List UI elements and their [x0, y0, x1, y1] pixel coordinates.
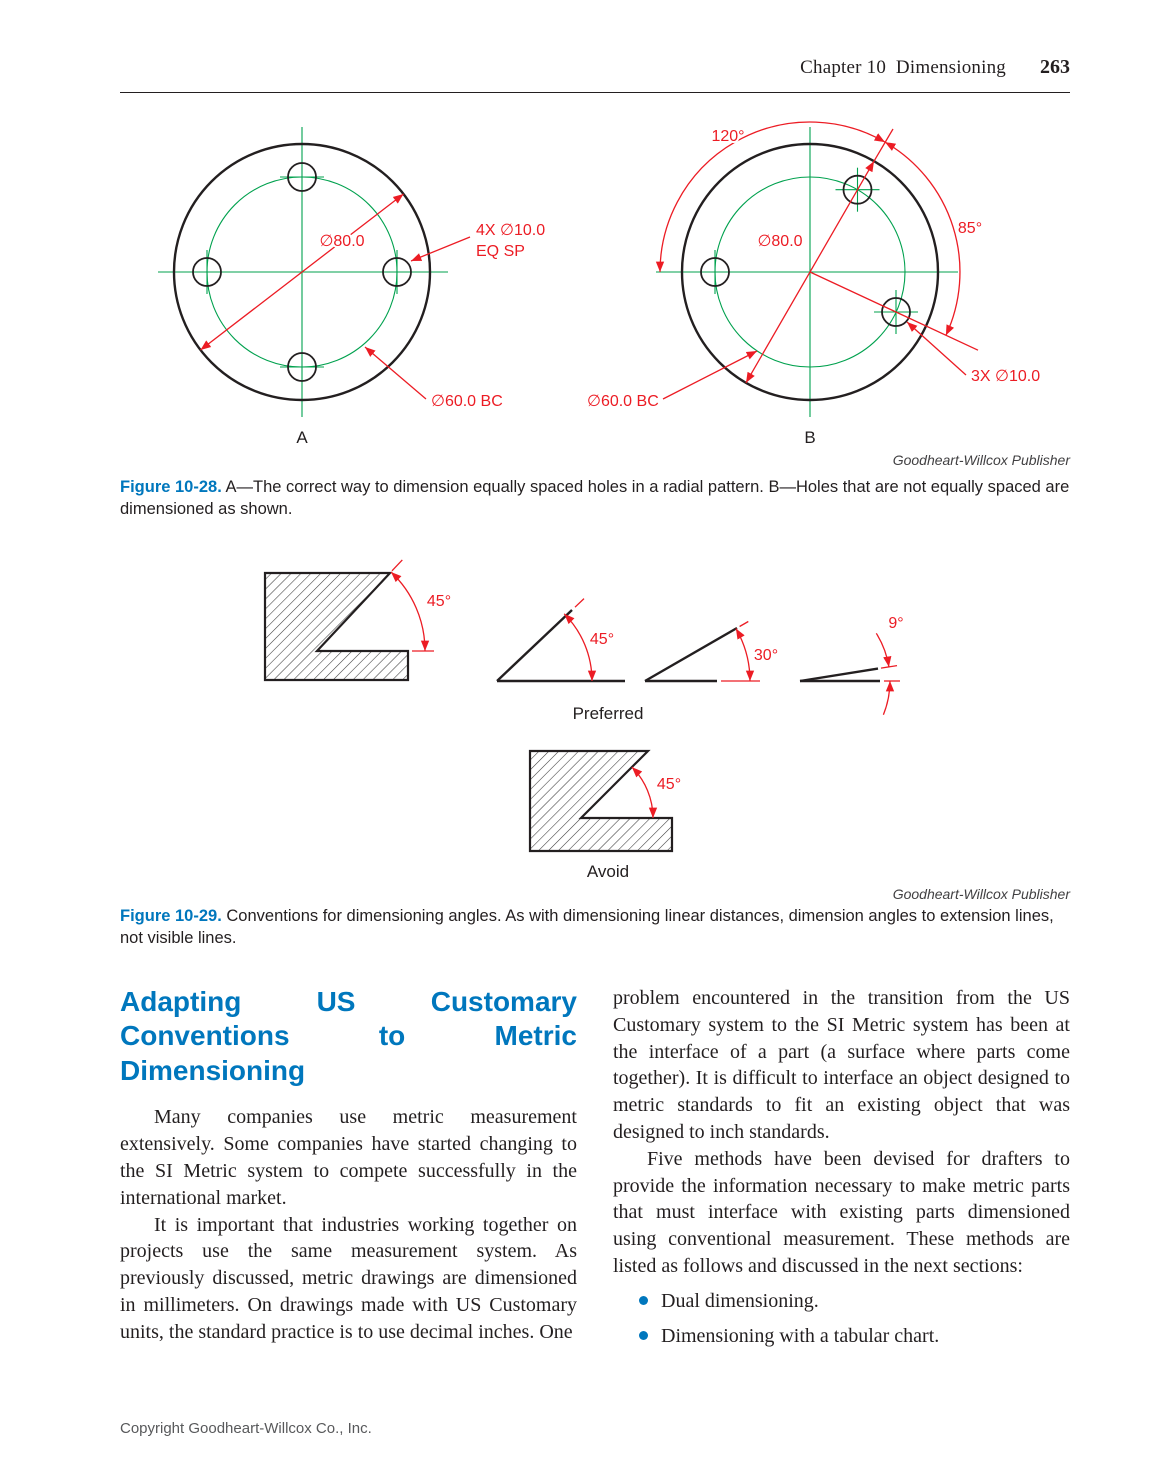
page-number: 263 — [1040, 56, 1070, 78]
dim-bolt-circle-a: ∅60.0 BC — [431, 393, 503, 410]
figure-10-28-drawing — [120, 105, 1070, 465]
part-a-circle — [158, 127, 545, 447]
article-body — [120, 985, 1070, 1349]
preferred-label: Preferred — [572, 704, 644, 723]
part-a-label: A — [296, 428, 308, 447]
dim-bolt-circle-b: ∅60.0 BC — [587, 393, 659, 410]
section-heading: Adapting US Customary Conventions to Metric Dimensioning — [120, 986, 577, 1086]
dim-angle-9: 9° — [888, 615, 904, 632]
dim-angle-45-avoid: 45° — [656, 776, 682, 793]
part-b-circle — [587, 122, 1040, 447]
list-item — [639, 1323, 1070, 1350]
paragraph: problem encountered in the transition from the US Customary system to the SI Metric system has been at the interface of a part (a surface where parts come together). It is difficult to interface an object designed to metric standards to fit an existing object that was designed to inch standards. — [613, 987, 1070, 1143]
article-column-2 — [613, 985, 1070, 1349]
paragraph: Five methods have been devised for drafters to provide the information necessary to make metric parts that must interface with existing parts dimensioned using conventional measurement. These methods are listed as follows and discussed in the next sections: — [613, 1147, 1070, 1277]
avoid-label: Avoid — [586, 862, 630, 881]
article-column-1 — [120, 985, 577, 1349]
figure-10-28-caption — [120, 477, 1070, 521]
part-b-label: B — [804, 428, 816, 447]
preferred-notch-shape — [265, 560, 451, 680]
figure-10-29-caption — [120, 906, 1070, 950]
dim-holes-a-line2: EQ SP — [476, 243, 525, 260]
dim-angle-45-shape1: 45° — [426, 593, 452, 610]
preferred-30-angle — [645, 622, 778, 682]
bullet-icon — [639, 1331, 648, 1340]
list-item-text: Dual dimensioning. — [661, 1289, 819, 1312]
avoid-notch-shape — [530, 751, 681, 851]
preferred-45-angle — [497, 599, 625, 681]
dim-angle-45-shape2: 45° — [589, 631, 615, 648]
copyright-notice: Copyright Goodheart-Willcox Co., Inc. — [120, 1420, 372, 1437]
dim-diameter-80-a: ∅80.0 — [319, 233, 365, 250]
figure-10-29-caption-label: Figure 10-29. — [120, 907, 222, 925]
dim-angle-85: 85° — [957, 220, 983, 237]
figure-10-28-credit: Goodheart-Willcox Publisher — [892, 452, 1070, 468]
dim-diameter-80-b: ∅80.0 — [757, 233, 803, 250]
dim-holes-b: 3X ∅10.0 — [971, 368, 1041, 385]
chapter-title: Chapter 10 Dimensioning — [800, 57, 1006, 78]
paragraph: It is important that industries working together on projects use the same measurement system. As previously discussed, metric drawings are dimensioned in millimeters. On drawings made with US Customary units, the standard practice is to use decimal inches. One — [120, 1213, 577, 1343]
paragraph: Many companies use metric measurement extensively. Some companies have started changing to the SI Metric system to compete successfully in the international market. — [120, 1106, 577, 1209]
figure-10-29-caption-text: Conventions for dimensioning angles. As with dimensioning linear distances, dimension angles to extension lines, not visible lines. — [120, 907, 1054, 947]
preferred-9-angle — [800, 615, 904, 715]
figure-10-29-credit: Goodheart-Willcox Publisher — [892, 886, 1070, 902]
dim-angle-30: 30° — [753, 647, 779, 664]
methods-list — [613, 1288, 1070, 1350]
figure-10-29-drawing — [120, 556, 1070, 908]
figure-10-28-caption-label: Figure 10-28. — [120, 478, 222, 496]
list-item — [639, 1288, 1070, 1315]
bullet-icon — [639, 1296, 648, 1305]
dim-angle-120: 120° — [711, 128, 745, 145]
dim-holes-a-line1: 4X ∅10.0 — [476, 222, 546, 239]
running-head — [120, 56, 1070, 93]
list-item-text: Dimensioning with a tabular chart. — [661, 1324, 940, 1347]
figure-10-28-caption-text: A—The correct way to dimension equally spaced holes in a radial pattern. B—Holes that are not equally spaced are dimensioned as shown. — [120, 478, 1070, 518]
